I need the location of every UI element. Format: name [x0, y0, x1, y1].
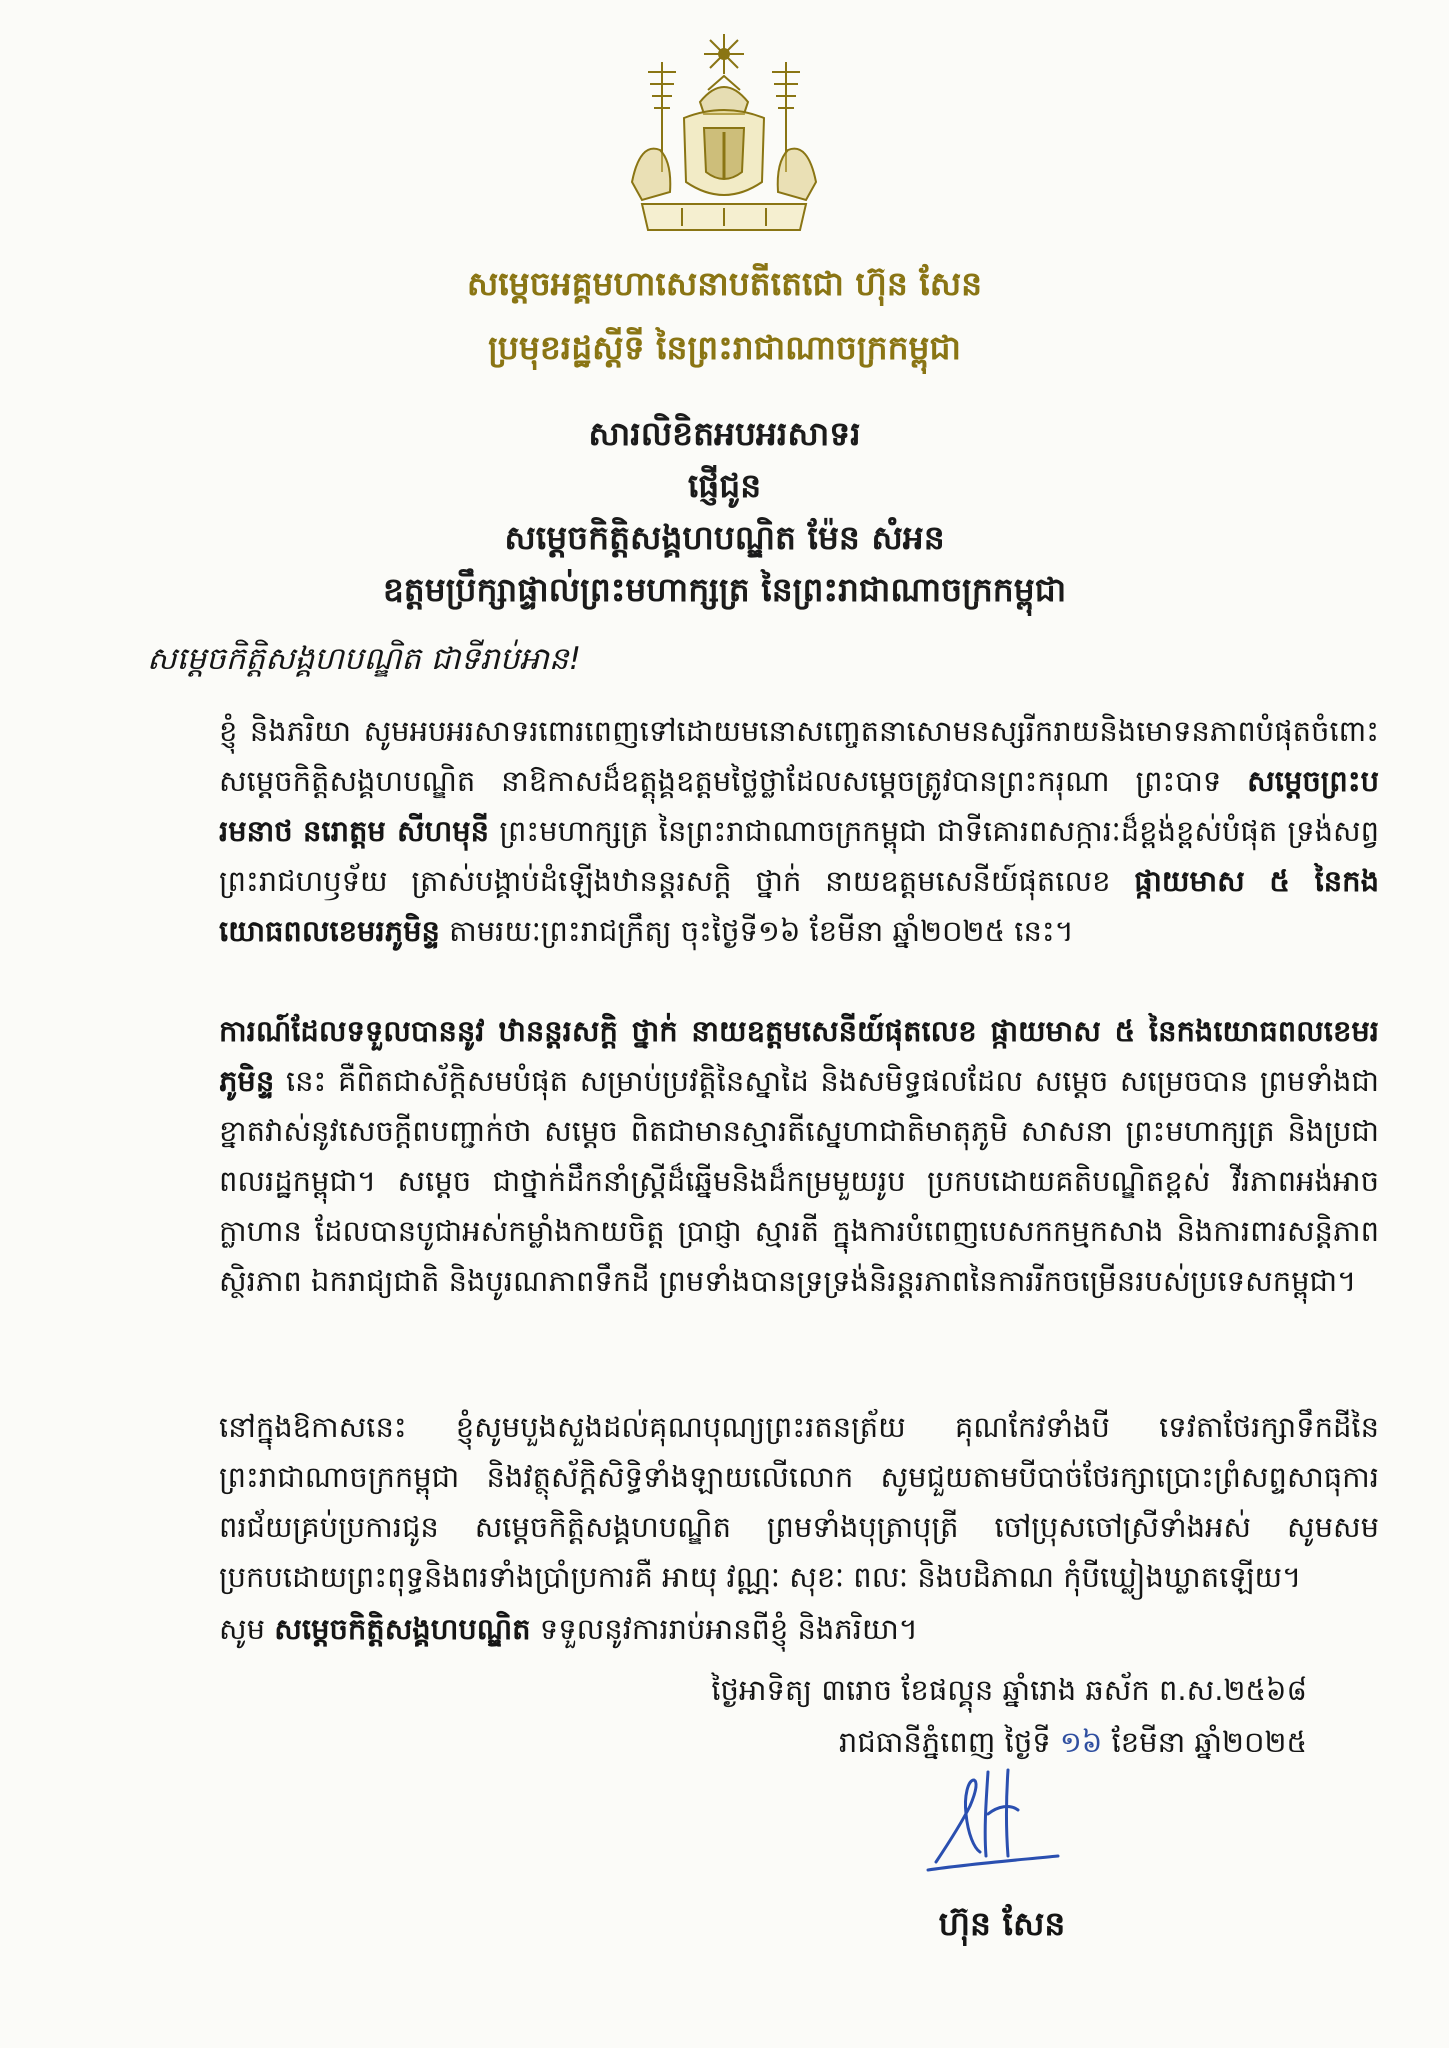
- lunar-date: ថ្ងៃអាទិត្យ ៣រោច ខែផល្គុន ឆ្នាំរោង ឆស័ក ព.ស.២៥៦៨: [711, 1673, 1307, 1707]
- recipient-name: សម្តេចកិត្តិសង្គហបណ្ឌិត ម៉ែន សំអន: [504, 518, 945, 557]
- sender-title: សម្តេចអគ្គមហាសេនាបតីតេជោ ហ៊ុន សែន: [466, 264, 983, 303]
- letter-subtitle: ផ្ញើជូន: [687, 466, 762, 505]
- paragraph-3-text: នៅក្នុងឱកាសនេះ ខ្ញុំសូមបួងសួងដល់គុណបុណ្យព្រះរតនត្រ័យ គុណកែវទាំងបី ទេវតាថែរក្សាទឹកដីនៃព្រះរាជាណាចក្រកម្ពុជា និងវត្ថុស័ក្តិសិទ្ធិទាំងឡាយលើលោក សូមជួយតាមបីបាច់ថែរក្សាប្រោះព្រំសព្ទសាធុការពរជ័យគ្រប់ប្រការជូន សម្តេចកិត្តិសង្គហបណ្ឌិត ព្រមទាំងបុត្រាបុត្រី ចៅប្រុសចៅស្រីទាំងអស់ សូមសមប្រកបដោយព្រះពុទ្ធនិងពរទាំងប្រាំប្រការគឺ អាយុ វណ្ណៈ សុខៈ ពលៈ និងបដិភាណ កុំបីឃ្លៀងឃ្លាតឡើយ។: [219, 1410, 1379, 1594]
- paragraph-4-recipient: សម្តេចកិត្តិសង្គហបណ្ឌិត: [274, 1612, 531, 1646]
- paragraph-4: [147, 1604, 1379, 1654]
- paragraph-1-text-f: តាមរយៈព្រះរាជក្រឹត្យ ចុះថ្ងៃទី១៦ ខែមីនា ឆ្នាំ២០២៥ នេះ។: [449, 914, 1074, 948]
- paragraph-2-text: នេះ គឺពិតជាស័ក្តិសមបំផុត សម្រាប់ប្រវត្តិនៃស្នាដៃ និងសមិទ្ធផលដែល សម្តេច សម្រេចបាន ព្រមទាំងជាខ្នាតវាស់នូវសេចក្តីពបញ្ជាក់ថា សម្តេច ពិតជាមានស្មារតីស្នេហាជាតិមាតុភូមិ សាសនា ព្រះមហាក្សត្រ និងប្រជាពលរដ្ឋកម្ពុជា។ សម្តេច ជាថ្នាក់ដឹកនាំស្ត្រីដ៏ឆ្នើមនិងដ៏កម្រមួយរូប ប្រកបដោយគតិបណ្ឌិតខ្ពស់ វីរភាពអង់អាចក្លាហាន ដែលបានបូជាអស់កម្លាំងកាយចិត្ត ប្រាជ្ញា ស្មារតី ក្នុងការបំពេញបេសកកម្មកសាង និងការពារសន្តិភាព ស្ថិរភាព ឯករាជ្យជាតិ និងបូរណភាពទឹកដី ព្រមទាំងបានទ្រទ្រង់និរន្តរភាពនៃការរីកចម្រើនរបស់ប្រទេសកម្ពុជា។: [219, 1064, 1380, 1298]
- royal-coat-of-arms-icon: [612, 32, 836, 240]
- paragraph-3: [147, 1402, 1379, 1602]
- solar-date-place: រាជធានីភ្នំពេញ ថ្ងៃទី: [838, 1725, 1051, 1759]
- solar-date-month-year: ខែមីនា ឆ្នាំ២០២៥: [1111, 1725, 1307, 1759]
- solar-date-day: ១៦: [1059, 1725, 1103, 1759]
- handwritten-signature-icon: [918, 1752, 1068, 1882]
- solar-date: [839, 1720, 1307, 1764]
- paragraph-2-rank: ការណ៍ដែលទទួលបាននូវ ឋានន្តរសក្តិ ថ្នាក់ នាយឧត្តមសេនីយ៍ផុតលេខ ផ្កាយមាស ៥ នៃកងយោធពលខេមរភូមិន្ទ: [219, 1014, 1379, 1098]
- paragraph-4-text-a: សូម: [219, 1612, 266, 1646]
- paragraph-1-king-title: សម្តេចព្រះបរមនាថ: [219, 764, 1379, 848]
- signer-name: ហ៊ុន សែន: [938, 1904, 1066, 1943]
- paragraph-2: [147, 1006, 1379, 1306]
- paragraph-1-rank: ផ្កាយមាស ៥ នៃកងយោធពលខេមរភូមិន្ទ: [219, 864, 1380, 948]
- paragraph-1-text-d: ព្រះមហាក្សត្រ នៃព្រះរាជាណាចក្រកម្ពុជា ជាទីគោរពសក្ការៈដ៏ខ្ពង់ខ្ពស់បំផុត ទ្រង់សព្វព្រះរាជហឫទ័យ ត្រាស់បង្គាប់ដំឡើងឋានន្តរសក្តិ ថ្នាក់ នាយឧត្តមសេនីយ៍ផុតលេខ: [219, 814, 1380, 898]
- letter-title: សារលិខិតអបអរសាទរ: [588, 414, 861, 453]
- paragraph-1-text-a: ខ្ញុំ និងភរិយា សូមអបអរសាទរពោរពេញទៅដោយមនោសញ្ចេតនាសោមនស្សរីករាយនិងមោទនភាពបំផុតចំពោះ សម្តេចកិត្តិសង្គហបណ្ឌិត នាឱកាសដ៏ឧត្តុង្គឧត្តមថ្លៃថ្លាដែលសម្តេចត្រូវបានព្រះករុណា ព្រះបាទ: [219, 714, 1379, 798]
- paragraph-4-text-c: ទទួលនូវការរាប់អានពីខ្ញុំ និងភរិយា។: [539, 1612, 918, 1646]
- salutation: សម្តេចកិត្តិសង្គហបណ្ឌិត ជាទីរាប់អាន!: [147, 641, 581, 677]
- recipient-position: ឧត្តមប្រឹក្សាផ្ទាល់ព្រះមហាក្សត្រ នៃព្រះរាជាណាចក្រកម្ពុជា: [382, 570, 1067, 609]
- paragraph-1-king-name: នរោត្តម សីហមុនី: [302, 814, 490, 848]
- sender-position: ប្រមុខរដ្ឋស្តីទី នៃព្រះរាជាណាចក្រកម្ពុជា: [488, 328, 961, 367]
- paragraph-1: [147, 706, 1379, 956]
